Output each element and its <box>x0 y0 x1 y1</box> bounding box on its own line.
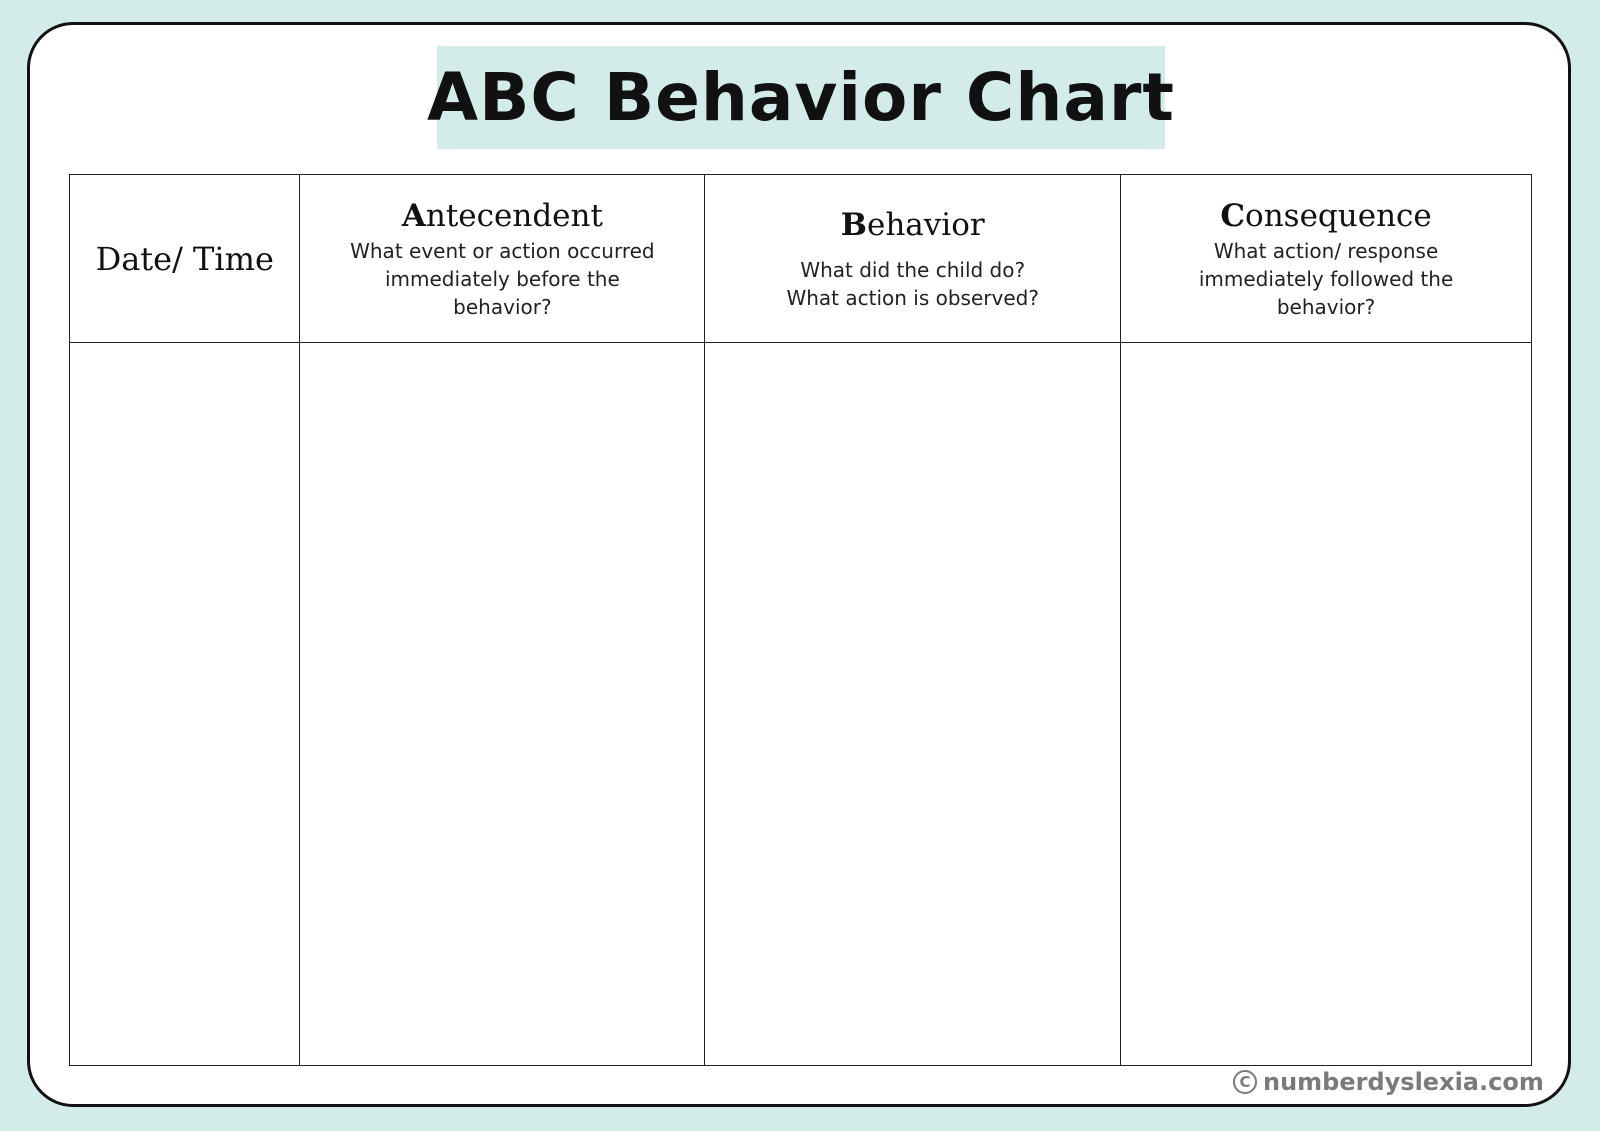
date-time-entry-cell[interactable] <box>70 343 300 1066</box>
consequence-heading-initial: C <box>1220 197 1246 234</box>
antecedent-description-line: What event or action occurred <box>350 238 655 263</box>
behavior-description-line: What action is observed? <box>786 285 1039 310</box>
behavior-description-line: What did the child do? <box>800 257 1026 282</box>
consequence-heading <box>1121 197 1531 235</box>
consequence-description-line: behavior? <box>1276 294 1376 319</box>
behavior-entry-cell[interactable] <box>705 343 1121 1066</box>
antecedent-description-line: immediately before the <box>384 266 620 291</box>
header-antecedent <box>300 175 705 343</box>
behavior-heading-initial: B <box>840 206 867 243</box>
consequence-heading-rest: onsequence <box>1245 197 1432 234</box>
consequence-entry-cell[interactable] <box>1121 343 1532 1066</box>
antecedent-heading-initial: A <box>401 197 426 234</box>
title-banner <box>427 46 1175 149</box>
consequence-description <box>1121 237 1531 321</box>
antecedent-description-line: behavior? <box>453 294 552 319</box>
header-consequence <box>1121 175 1532 343</box>
antecedent-heading-rest: ntecendent <box>425 197 603 234</box>
header-date-time <box>70 175 300 343</box>
entry-row <box>70 343 1532 1066</box>
consequence-description-line: immediately followed the <box>1198 266 1454 291</box>
consequence-description-line: What action/ response <box>1213 238 1439 263</box>
antecedent-heading <box>300 197 704 235</box>
copyright-watermark <box>1233 1068 1544 1096</box>
antecedent-entry-cell[interactable] <box>300 343 705 1066</box>
header-behavior <box>705 175 1121 343</box>
behavior-description <box>705 256 1120 312</box>
copyright-icon: C <box>1233 1070 1257 1094</box>
antecedent-description <box>300 237 704 321</box>
abc-chart-table <box>69 174 1532 1066</box>
header-row <box>70 175 1532 343</box>
behavior-heading-rest: ehavior <box>866 206 985 243</box>
watermark-text: numberdyslexia.com <box>1263 1068 1544 1096</box>
date-time-heading: Date/ Time <box>95 239 274 278</box>
page-title: ABC Behavior Chart <box>427 59 1175 136</box>
behavior-heading <box>705 206 1120 244</box>
